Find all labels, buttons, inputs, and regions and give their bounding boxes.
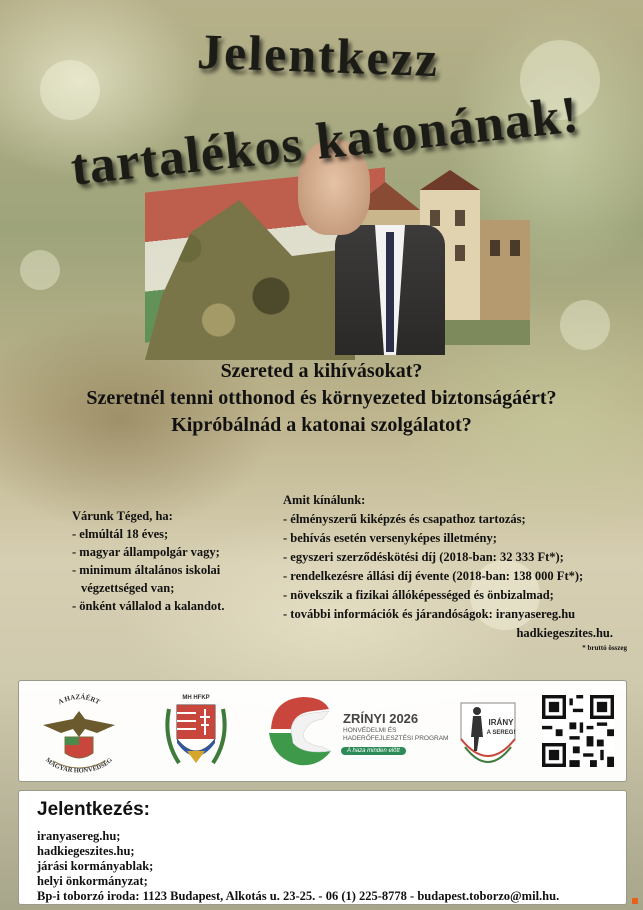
necktie xyxy=(386,232,394,352)
contact-line: helyi önkormányzat; xyxy=(37,874,148,888)
poster-title xyxy=(0,0,643,200)
requirements-list xyxy=(72,507,272,615)
contact-list xyxy=(37,829,559,904)
mh-hfkp-coat-of-arms-icon xyxy=(159,689,233,773)
irany-a-sereg-logo-icon xyxy=(455,689,521,773)
questions-block xyxy=(0,358,643,439)
offers-list xyxy=(283,491,633,653)
zrinyi-title: ZRÍNYI 2026 xyxy=(343,711,419,726)
logo-band xyxy=(18,680,627,782)
irany-text: IRÁNY xyxy=(488,718,514,727)
list-item: - egyszeri szerződéskötési díj (2018-ban: 32 333 Ft*); xyxy=(283,550,564,564)
list-item: - rendelkezésre állási díj évente (2018-ban: 138 000 Ft*); xyxy=(283,569,584,583)
a-sereg-text: A SEREG! xyxy=(486,730,516,736)
list-item: - magyar állampolgár vagy; xyxy=(72,545,220,559)
magyar-honvedseg-emblem-icon xyxy=(33,689,125,773)
hazaert-bottom-text: MAGYAR HONVÉDSÉG xyxy=(44,756,114,773)
zrinyi-subtitle-1: HONVÉDELMI ÉS xyxy=(343,727,397,734)
contact-line: járási kormányablak; xyxy=(37,859,154,873)
qr-code-icon[interactable] xyxy=(542,695,614,767)
list-item: - elmúltál 18 éves; xyxy=(72,527,169,541)
hazaert-top-text: A HAZÁÉRT xyxy=(56,693,102,707)
bokeh-light xyxy=(560,300,610,350)
mh-hfkp-text: MH HFKP xyxy=(182,695,210,701)
list-item: - növekszik a fizikai állóképességed és önbizalmad; xyxy=(283,588,554,602)
list-item: - behívás esetén versenyképes illetmény; xyxy=(283,531,497,545)
question-line: Kipróbálnád a katonai szolgálatot? xyxy=(171,414,472,436)
offers-heading: Amit kínálunk: xyxy=(283,493,366,507)
hadkiegeszites-link[interactable]: hadkiegeszites.hu. xyxy=(516,626,613,640)
list-item: - élményszerű kiképzés és csapathoz tartozás; xyxy=(283,512,526,526)
zrinyi-motto: A haza minden előtt xyxy=(341,747,406,755)
bokeh-light xyxy=(20,250,60,290)
title-line-2: tartalékos katonának! xyxy=(68,86,583,197)
question-line: Szeretnél tenni otthonod és környezeted biztonságáért? xyxy=(86,387,557,409)
list-item: - további információk és járandóságok: iranyasereg.hu xyxy=(283,607,576,621)
footnote: * bruttó összeg xyxy=(582,644,627,652)
contact-heading: Jelentkezés: xyxy=(37,799,151,820)
contact-link-hadkiegeszites[interactable]: hadkiegeszites.hu; xyxy=(37,844,135,858)
list-item: végzettséged van; xyxy=(81,581,175,595)
zrinyi-subtitle-2: HADERŐFEJLESZTÉSI PROGRAM xyxy=(343,735,449,742)
svg-text:MAGYAR HONVÉDSÉG xyxy=(44,757,114,773)
contact-box xyxy=(18,790,627,905)
list-item: - önként vállalod a kalandot. xyxy=(72,599,225,613)
contact-office-line: Bp-i toborzó iroda: 1123 Budapest, Alkotás u. 23-25. - 06 (1) 225-8778 - budapest.toborzo@mil.hu. xyxy=(37,889,560,903)
requirements-heading: Várunk Téged, ha: xyxy=(72,509,173,523)
question-line: Szereted a kihívásokat? xyxy=(220,360,423,382)
zrinyi-bird-icon xyxy=(263,689,338,773)
contact-link-iranyasereg[interactable]: iranyasereg.hu; xyxy=(37,829,121,843)
list-item: - minimum általános iskolai xyxy=(72,563,221,577)
svg-text:A HAZÁÉRT xyxy=(57,693,102,706)
zrinyi-2026-logo xyxy=(263,689,448,773)
corner-mark xyxy=(632,898,638,904)
title-line-1: Jelentkezz xyxy=(196,22,441,88)
